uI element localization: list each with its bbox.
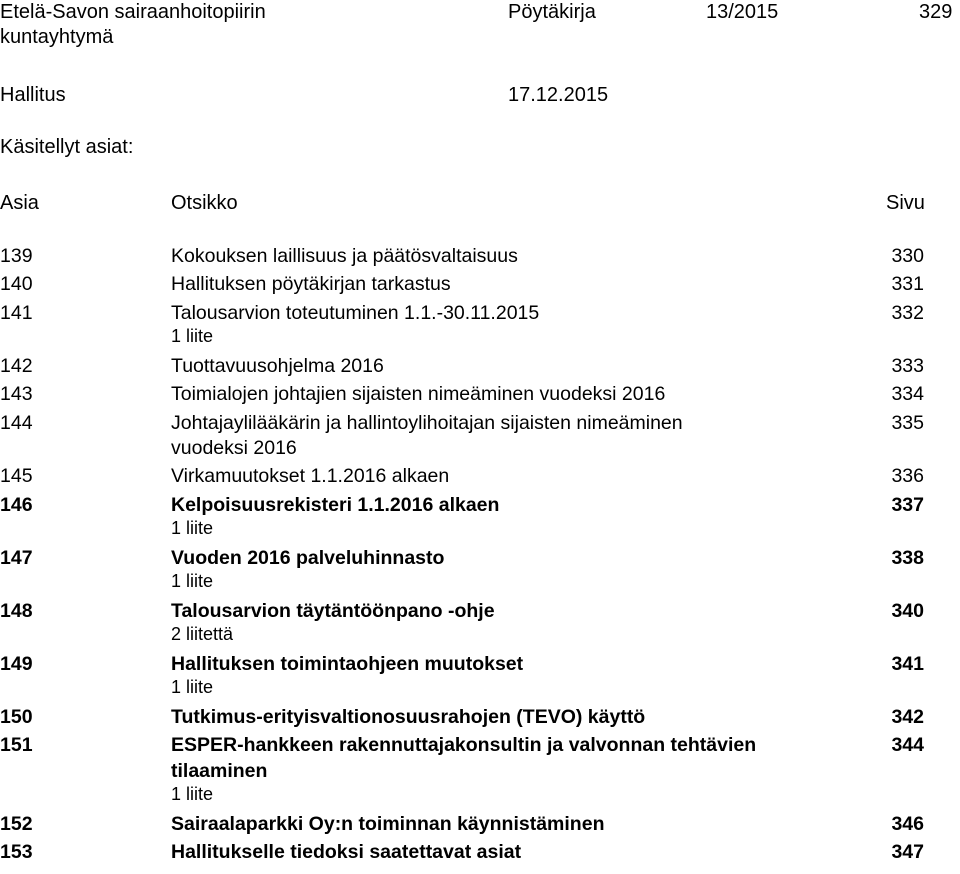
column-header-page: Sivu (886, 192, 925, 214)
item-title: Sairaalaparkki Oy:n toiminnan käynnistäminen (171, 812, 605, 835)
item-title: Vuoden 2016 palveluhinnasto (171, 546, 445, 569)
item-title: Tutkimus-erityisvaltionosuusrahojen (TEVO) käyttö (171, 705, 646, 728)
item-page: 346 (891, 812, 924, 835)
item-page: 336 (891, 465, 924, 488)
item-number: 139 (0, 245, 33, 267)
item-title: Johtajaylilääkärin ja hallintoylihoitajan sijaisten nimeäminen (171, 411, 683, 434)
item-page: 338 (891, 546, 924, 569)
item-title: Hallituksen pöytäkirjan tarkastus (171, 273, 451, 296)
item-number: 143 (0, 383, 33, 406)
item-attachment: 2 liitettä (171, 624, 234, 645)
item-title: ESPER-hankkeen rakennuttajakonsultin ja valvonnan tehtävien (171, 734, 757, 757)
item-attachment: 1 liite (171, 326, 214, 347)
column-header-title: Otsikko (171, 192, 238, 214)
document-number: 13/2015 (706, 1, 779, 23)
item-number: 141 (0, 301, 33, 324)
column-header-item: Asia (0, 192, 39, 214)
item-page: 347 (891, 841, 924, 863)
item-title: Tuottavuusohjelma 2016 (171, 354, 384, 377)
item-page: 337 (891, 493, 924, 516)
item-title: Virkamuutokset 1.1.2016 alkaen (171, 465, 450, 488)
item-number: 148 (0, 599, 33, 622)
section-title: Käsitellyt asiat: (0, 136, 134, 158)
item-title: Kelpoisuusrekisteri 1.1.2016 alkaen (171, 493, 500, 516)
item-title-continued: vuodeksi 2016 (171, 437, 297, 459)
item-page: 331 (891, 273, 924, 296)
item-page: 332 (891, 301, 924, 324)
item-attachment: 1 liite (171, 677, 214, 698)
item-page: 340 (891, 599, 924, 622)
item-number: 151 (0, 734, 33, 757)
item-number: 140 (0, 273, 33, 296)
organization-name-line2: kuntayhtymä (0, 26, 114, 48)
item-number: 152 (0, 812, 33, 835)
item-title-continued: tilaaminen (171, 759, 268, 782)
item-number: 145 (0, 465, 33, 488)
item-attachment: 1 liite (171, 518, 214, 539)
item-title: Talousarvion täytäntöönpano -ohje (171, 599, 495, 622)
item-title: Hallitukselle tiedoksi saatettavat asiat (171, 841, 522, 863)
item-page: 334 (891, 383, 924, 406)
meeting-body: Hallitus (0, 84, 66, 106)
meeting-date: 17.12.2015 (508, 84, 609, 106)
document-type: Pöytäkirja (508, 1, 596, 23)
item-page: 335 (891, 411, 924, 434)
item-number: 149 (0, 652, 33, 675)
item-title: Toimialojen johtajien sijaisten nimeäminen vuodeksi 2016 (171, 383, 666, 406)
item-attachment: 1 liite (171, 784, 214, 804)
item-number: 142 (0, 354, 33, 377)
item-number: 146 (0, 493, 33, 516)
page-number: 329 (919, 1, 953, 23)
item-page: 341 (891, 652, 924, 675)
item-title: Hallituksen toimintaohjeen muutokset (171, 652, 524, 675)
item-page: 344 (891, 734, 924, 757)
item-number: 150 (0, 705, 33, 728)
item-number: 147 (0, 546, 33, 569)
item-number: 153 (0, 841, 33, 863)
item-title: Kokouksen laillisuus ja päätösvaltaisuus (171, 245, 518, 267)
item-number: 144 (0, 411, 33, 434)
organization-name: Etelä-Savon sairaanhoitopiirin (0, 1, 266, 23)
item-page: 342 (891, 705, 924, 728)
item-page: 330 (891, 245, 924, 267)
item-attachment: 1 liite (171, 571, 214, 592)
item-page: 333 (891, 354, 924, 377)
item-title: Talousarvion toteutuminen 1.1.-30.11.2015 (171, 301, 540, 324)
